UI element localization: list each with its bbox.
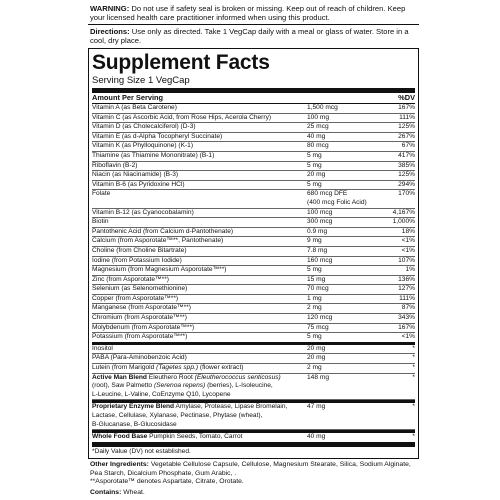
nutrient-amount xyxy=(307,114,375,123)
nutrient-name: Calcium (from Asporotate™**, Pantothenate) xyxy=(92,237,224,245)
table-row xyxy=(92,304,415,314)
amount-value: 25 mcg xyxy=(307,123,329,131)
table-row xyxy=(92,247,415,257)
nutrient-rows xyxy=(92,104,415,342)
nutrient-name: Chromium (from Asporotate™**) xyxy=(92,314,187,322)
ingredient-dv: * xyxy=(412,364,415,372)
nutrient-amount xyxy=(307,181,375,190)
table-row xyxy=(92,237,415,247)
amount-per-serving-header: Amount Per Serving xyxy=(92,93,164,102)
nutrient-name: Choline (from Choline Bitartrate) xyxy=(92,246,187,254)
nutrient-dv: 294% xyxy=(398,180,415,188)
nutrient-dv: <1% xyxy=(401,333,415,341)
blend-name: Whole Food Base xyxy=(92,433,148,441)
nutrient-amount xyxy=(307,295,375,304)
other-ingredients-text: Vegetable Cellulose Capsule, Cellulose, Magnesium Stearate, Silica, Sodium Alginate, Pea Starch, Dicalcium Phosphate, Gum Arabic, . xyxy=(90,461,411,477)
amount-value: 5 mg xyxy=(307,180,322,188)
nutrient-name: Thiamine (as Thiamine Mononitrate) (B-1) xyxy=(92,151,215,159)
amount-value: 160 mcg xyxy=(307,256,333,264)
amount-value: 300 mcg xyxy=(307,218,333,226)
table-row xyxy=(92,314,415,324)
nutrient-name: Molybdenum (from Asporotate™**) xyxy=(92,323,195,331)
asporotate-note: **Asporotate™ denotes Aspartate, Citrate, Orotate. xyxy=(90,478,244,486)
blend-dv: * xyxy=(412,433,415,441)
table-row xyxy=(92,142,415,152)
blend-text: B-Glucanase, B-Glucosidase xyxy=(92,420,177,428)
nutrient-name: Zinc (from Asporotate™**) xyxy=(92,275,169,283)
blend-row xyxy=(92,403,415,430)
ingredient-amount: 20 mg xyxy=(307,344,326,352)
nutrient-amount xyxy=(307,162,375,171)
nutrient-dv: 167% xyxy=(398,104,415,111)
nutrient-name: Vitamin K (as Phylloquinone) (K-1) xyxy=(92,142,194,150)
amount-value: 5 mg xyxy=(307,151,322,159)
blend-description xyxy=(92,374,307,400)
nutrient-dv: 167% xyxy=(398,323,415,331)
nutrient-dv: 111% xyxy=(399,113,415,121)
table-row xyxy=(92,181,415,191)
supplement-facts-box xyxy=(88,48,419,459)
other-ingredients xyxy=(88,459,419,478)
other-ingredients-label: Other Ingredients: xyxy=(90,461,149,469)
ingredient-name: PABA (Para-Aminobenzoic Acid) xyxy=(92,354,187,362)
amount-value: 15 mg xyxy=(307,275,326,283)
table-row xyxy=(92,333,415,342)
contains-label: Contains: xyxy=(90,488,122,496)
blend-row xyxy=(92,374,415,401)
blend-description xyxy=(92,403,307,429)
ingredient-dv: * xyxy=(412,344,415,352)
table-row xyxy=(92,266,415,276)
ingredient-name xyxy=(92,364,307,373)
amount-value: 5 mg xyxy=(307,333,322,341)
blend-description xyxy=(92,433,307,442)
nutrient-amount xyxy=(307,190,375,207)
table-row xyxy=(92,209,415,219)
nutrient-amount xyxy=(307,209,375,218)
nutrient-name: Vitamin B-6 (as Pyridoxine HCl) xyxy=(92,180,185,188)
blend-text: Pumpkin Seeds, Tomato, Carrot xyxy=(147,433,243,441)
table-row xyxy=(92,228,415,238)
nutrient-dv: 1% xyxy=(405,266,415,274)
nutrient-amount xyxy=(307,123,375,132)
directions-text xyxy=(88,25,419,45)
table-row xyxy=(92,133,415,143)
blend-amount: 47 mg xyxy=(307,403,326,411)
nutrient-amount xyxy=(307,333,375,342)
table-row xyxy=(92,114,415,124)
nutrient-name: Folate xyxy=(92,190,111,198)
amount-value: 80 mcg xyxy=(307,142,329,150)
amount-value: 70 mcg xyxy=(307,285,329,293)
supplement-label xyxy=(88,0,419,500)
blend-name: Proprietary Enzyme Blend xyxy=(92,403,175,411)
nutrient-amount xyxy=(307,266,375,275)
amount-value: 75 mcg xyxy=(307,323,329,331)
amount-value: 100 mcg xyxy=(307,208,333,216)
contains-line xyxy=(88,487,419,497)
amount-value: 2 mg xyxy=(307,304,322,312)
nutrient-name: Riboflavin (B-2) xyxy=(92,161,138,169)
nutrient-name: Biotin xyxy=(92,218,109,226)
nutrient-amount xyxy=(307,247,375,256)
nutrient-dv: 125% xyxy=(398,123,415,131)
directions-body: Use only as directed. Take 1 VegCap daily with a meal or glass of water. Store in a cool, dry place. xyxy=(90,27,409,45)
blend-dv: * xyxy=(412,373,415,381)
table-row xyxy=(92,285,415,295)
facts-title: Supplement Facts xyxy=(92,51,270,74)
table-row xyxy=(92,190,415,208)
nutrient-name: Selenium (as Selenomethionine) xyxy=(92,285,188,293)
contains-text: Wheat. xyxy=(123,488,145,496)
nutrient-dv: 4,167% xyxy=(392,208,415,216)
blend-text: Eleuthero Root xyxy=(146,373,195,381)
nutrient-dv: 111% xyxy=(399,294,415,302)
amount-note: (400 mcg Folic Acid) xyxy=(307,198,367,206)
blend-text-italic: (Eleutherococcus senticosus) xyxy=(194,373,281,381)
amount-value: 0.9 mg xyxy=(307,227,328,235)
nutrient-amount xyxy=(307,228,375,237)
nutrient-name: Magnesium (from Magnesium Asporotate™**) xyxy=(92,266,227,274)
nutrient-amount xyxy=(307,152,375,161)
amount-value: 5 mg xyxy=(307,161,322,169)
nutrient-dv: <1% xyxy=(401,246,415,254)
table-row xyxy=(92,171,415,181)
nutrient-dv: 417% xyxy=(398,151,415,159)
table-row xyxy=(92,104,415,114)
table-row xyxy=(92,354,415,364)
table-row xyxy=(92,295,415,305)
nutrient-amount xyxy=(307,171,375,180)
nutrient-dv: 125% xyxy=(398,171,415,179)
blend-amount: 148 mg xyxy=(307,373,329,381)
amount-value: 20 mg xyxy=(307,171,326,179)
blend-text: Amylase, Protease, Lipase Bromelain, xyxy=(174,403,288,411)
table-row xyxy=(92,324,415,334)
nutrient-dv: 127% xyxy=(398,285,415,293)
nutrient-amount xyxy=(307,104,375,113)
warning-label: WARNING: xyxy=(90,4,130,13)
table-row xyxy=(92,276,415,286)
table-row xyxy=(92,345,415,355)
nutrient-name: Vitamin D (as Cholecalciferol) (D-3) xyxy=(92,123,196,131)
name-italic: (Tagetes spp.) xyxy=(156,364,199,372)
nutrient-dv: 87% xyxy=(401,304,415,312)
directions-label: Directions: xyxy=(90,27,130,36)
table-row xyxy=(92,257,415,267)
nutrient-name: Vitamin C (as Ascorbic Acid, from Rose Hips, Acerola Cherry) xyxy=(92,113,272,121)
nutrient-amount xyxy=(307,257,375,266)
nutrient-amount xyxy=(307,285,375,294)
amount-value: 680 mcg DFE xyxy=(307,190,348,198)
ingredient-amount: 20 mg xyxy=(307,354,326,362)
blend-dv: * xyxy=(412,403,415,411)
blend-row xyxy=(92,433,415,442)
warning-text xyxy=(88,0,419,22)
nutrient-dv: 267% xyxy=(398,132,415,140)
table-row xyxy=(92,123,415,133)
blend-text: (root), Saw Palmetto xyxy=(92,382,154,390)
table-row xyxy=(92,218,415,228)
blend-text: (berries), L-Isoleucine, xyxy=(205,382,273,390)
dv-footnote: *Daily Value (DV) not established. xyxy=(92,447,191,455)
nutrient-name: Niacin (as Niacinamide) (B-3) xyxy=(92,171,179,179)
nutrient-name: Copper (from Asporotate™**) xyxy=(92,294,179,302)
nutrient-name: Vitamin B-12 (as Cyanocobalamin) xyxy=(92,208,194,216)
name-part: Lutein (from Marigold xyxy=(92,364,157,372)
nutrient-amount xyxy=(307,324,375,333)
name-part: (flower extract) xyxy=(198,364,244,372)
nutrient-name: Vitamin A (as Beta Carotene) xyxy=(92,104,177,111)
nutrient-name: Vitamin E (as d-Alpha Tocopheryl Succinate) xyxy=(92,132,223,140)
table-row xyxy=(92,162,415,172)
amount-value: 5 mg xyxy=(307,266,322,274)
blend-text: Lactase, Cellulase, Xylanase, Pectinase, Phytase (wheat), xyxy=(92,412,263,419)
nutrient-name: Potassium (from Asporotate™**) xyxy=(92,333,188,341)
nutrient-dv: 1,000% xyxy=(392,218,415,226)
nutrient-dv: 343% xyxy=(398,314,415,322)
amount-value: 1,500 mcg xyxy=(307,104,338,111)
blend-text: L-Leucine, L-Valine, CoEnzyme Q10, Lycopene xyxy=(92,390,231,398)
nutrient-name: Iodine (from Potassium Iodide) xyxy=(92,256,182,264)
nutrient-dv: <1% xyxy=(401,237,415,245)
amount-value: 100 mg xyxy=(307,113,329,121)
blend-amount: 40 mg xyxy=(307,433,326,441)
nutrient-amount xyxy=(307,218,375,227)
blend-text-italic: (Serenoa repens) xyxy=(153,382,206,390)
nutrient-dv: 67% xyxy=(401,142,415,150)
ingredient-dv: * xyxy=(412,354,415,362)
amount-value: 7.8 mg xyxy=(307,246,328,254)
table-row xyxy=(92,364,415,374)
nutrient-amount xyxy=(307,237,375,246)
table-row xyxy=(92,152,415,162)
other-rows xyxy=(92,345,415,442)
nutrient-name: Manganese (from Asporotate™**) xyxy=(92,304,191,312)
nutrient-name: Pantothenic Acid (from Calcium d-Pantothenate) xyxy=(92,227,234,235)
nutrient-amount xyxy=(307,133,375,142)
serving-size: Serving Size 1 VegCap xyxy=(92,75,190,86)
nutrient-dv: 136% xyxy=(398,275,415,283)
dv-header: %DV xyxy=(398,93,415,102)
ingredient-amount: 2 mg xyxy=(307,364,322,372)
nutrient-dv: 385% xyxy=(398,161,415,169)
nutrient-amount xyxy=(307,314,375,323)
nutrient-dv: 18% xyxy=(401,227,415,235)
nutrient-dv: 107% xyxy=(398,256,415,264)
warning-body: Do not use if safety seal is broken or missing. Keep out of reach of children. Keep your licensed health care practitioner informed when using this product. xyxy=(90,4,406,22)
facts-header-row xyxy=(92,93,415,104)
nutrient-amount xyxy=(307,142,375,151)
nutrient-amount xyxy=(307,276,375,285)
amount-value: 9 mg xyxy=(307,237,322,245)
nutrient-amount xyxy=(307,304,375,313)
ingredient-name: Inositol xyxy=(92,344,113,352)
amount-value: 120 mcg xyxy=(307,314,333,322)
amount-value: 1 mg xyxy=(307,294,322,302)
amount-value: 40 mg xyxy=(307,132,326,140)
nutrient-dv: 170% xyxy=(398,190,415,198)
blend-name: Active Man Blend xyxy=(92,373,147,381)
